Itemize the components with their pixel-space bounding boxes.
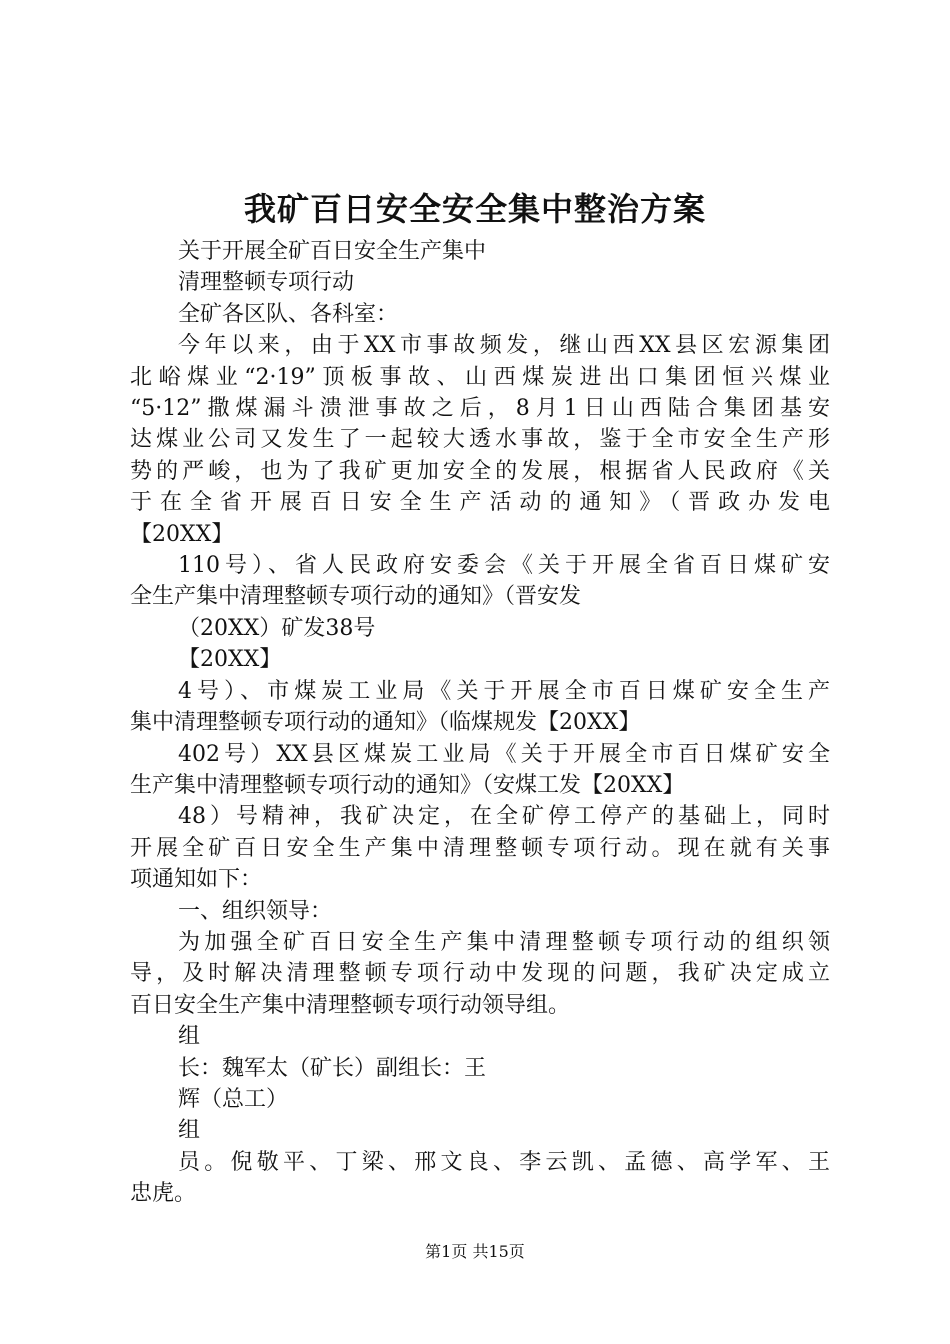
body-line: 项通知如下： bbox=[130, 867, 263, 893]
body-line: 【20XX】 bbox=[178, 647, 282, 673]
document-title: 我矿百日安全安全集中整治方案 bbox=[243, 190, 706, 228]
body-line: 员。倪敬平、丁梁、邢文良、李云凯、孟德、高学军、王 bbox=[178, 1149, 830, 1175]
body-line: 北峪煤业“2·19”顶板事故、山西煤炭进出口集团恒兴煤业 bbox=[130, 364, 830, 390]
body-line: 组 bbox=[178, 1024, 201, 1050]
body-line: 导，及时解决清理整顿专项行动中发现的问题，我矿决定成立 bbox=[130, 961, 830, 987]
body-line: 于在全省开展百日安全生产活动的通知》（晋政办发电 bbox=[130, 490, 830, 516]
body-line: 集中清理整顿专项行动的通知》（临煤规发【20XX】 bbox=[130, 710, 641, 736]
body-line: （20XX）矿发38号 bbox=[178, 615, 376, 641]
document-body bbox=[130, 236, 830, 1210]
body-line: 48）号精神，我矿决定，在全矿停工停产的基础上，同时 bbox=[178, 804, 830, 830]
body-line: 110号）、省人民政府安委会《关于开展全省百日煤矿安 bbox=[178, 553, 830, 579]
body-line: 4号）、市煤炭工业局《关于开展全市百日煤矿安全生产 bbox=[178, 678, 830, 704]
body-line: 势的严峻，也为了我矿更加安全的发展，根据省人民政府《关 bbox=[130, 458, 830, 484]
body-line: 今年以来，由于XX市事故频发，继山西XX县区宏源集团 bbox=[178, 333, 830, 359]
body-line: 为加强全矿百日安全生产集中清理整顿专项行动的组织领 bbox=[178, 929, 830, 955]
body-line: 辉（总工） bbox=[178, 1086, 289, 1112]
body-line: “5·12”撒煤漏斗溃泄事故之后，8月1日山西陆合集团基安 bbox=[130, 396, 830, 422]
body-line: 清理整顿专项行动 bbox=[178, 270, 355, 296]
body-line: 忠虎。 bbox=[130, 1181, 197, 1207]
body-line: 达煤业公司又发生了一起较大透水事故，鉴于全市安全生产形 bbox=[130, 427, 830, 453]
page-number-footer: 第1页 共15页 bbox=[425, 1242, 525, 1261]
body-line: 组 bbox=[178, 1118, 201, 1144]
body-line: 全生产集中清理整顿专项行动的通知》（晋安发 bbox=[130, 584, 582, 610]
section-heading: 一、组织领导： bbox=[178, 898, 333, 924]
body-line: 402号）XX县区煤炭工业局《关于开展全市百日煤矿安全 bbox=[178, 741, 830, 767]
body-line: 关于开展全矿百日安全生产集中 bbox=[178, 239, 487, 264]
body-line: 生产集中清理整顿专项行动的通知》（安煤工发【20XX】 bbox=[130, 772, 685, 798]
body-line: 【20XX】 bbox=[130, 521, 234, 547]
body-line: 全矿各区队、各科室： bbox=[178, 301, 399, 327]
body-line: 开展全矿百日安全生产集中清理整顿专项行动。现在就有关事 bbox=[130, 835, 830, 861]
body-line: 长：魏军太（矿长）副组长：王 bbox=[178, 1055, 487, 1081]
body-line: 百日安全生产集中清理整顿专项行动领导组。 bbox=[130, 992, 571, 1018]
